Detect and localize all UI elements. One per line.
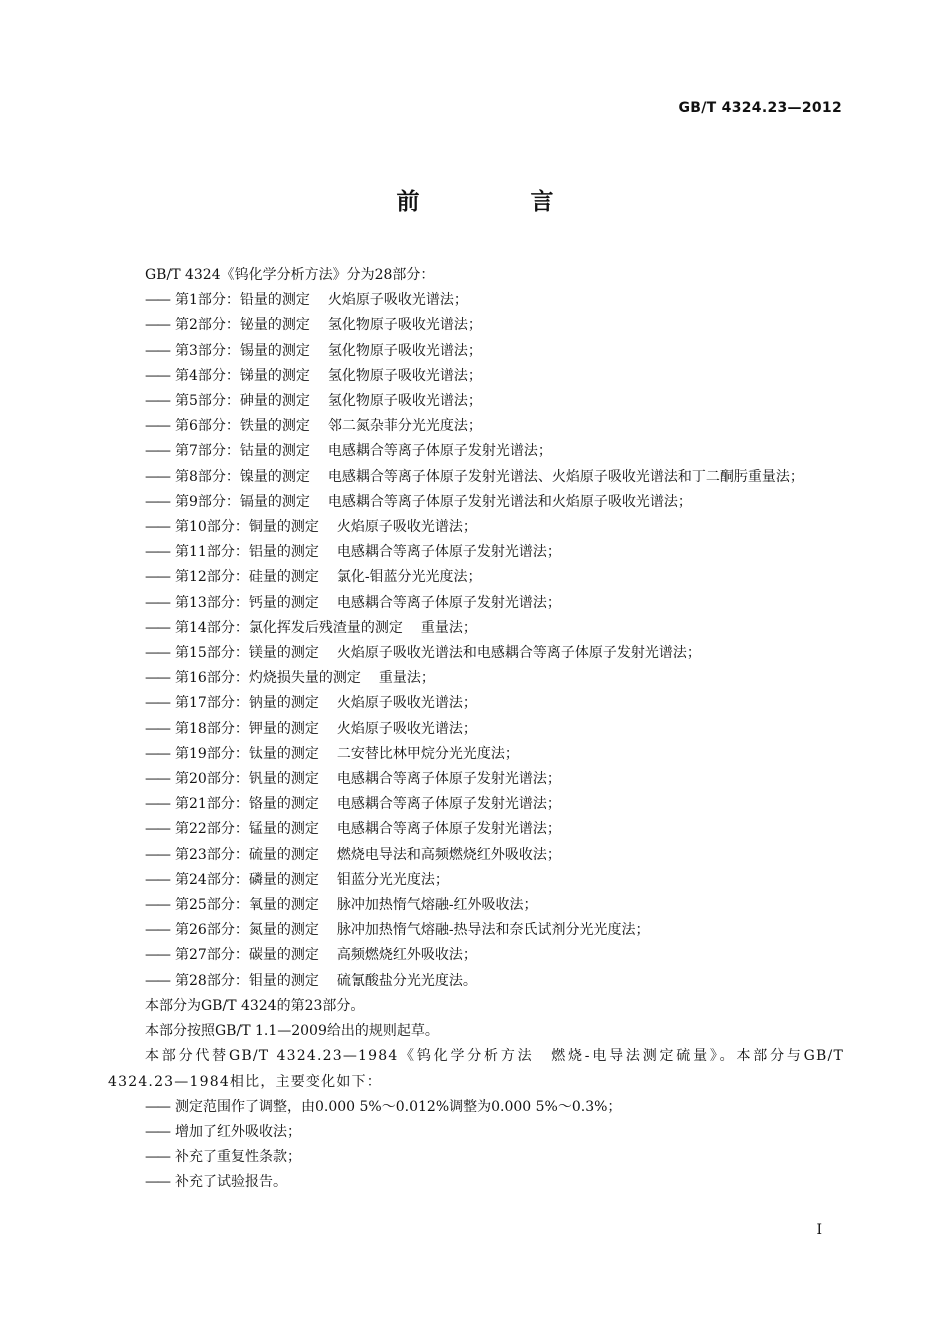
dash-marker: —— (145, 418, 169, 435)
dash-marker: —— (145, 821, 169, 838)
part-method: 氢化物原子吸收光谱法； (327, 342, 482, 359)
change-text: 补充了重复性条款； (175, 1149, 301, 1166)
part-method: 重量法； (420, 619, 477, 636)
list-item (108, 641, 844, 666)
part-title: 第21部分：铬量的测定 (175, 796, 319, 813)
intro-paragraph: GB/T 4324《钨化学分析方法》分为28部分： (145, 267, 435, 283)
part-method: 电感耦合等离子体原子发射光谱法、火焰原子吸收光谱法和丁二酮肟重量法； (327, 468, 804, 485)
parts-list (108, 288, 844, 994)
part-method: 火焰原子吸收光谱法； (336, 720, 477, 737)
part-method: 二安替比林甲烷分光光度法； (336, 745, 519, 762)
dash-marker: —— (145, 922, 169, 939)
dash-marker: —— (145, 745, 169, 762)
part-title: 第14部分：氯化挥发后残渣量的测定 (175, 619, 403, 636)
dash-marker: —— (145, 897, 169, 914)
dash-marker: —— (145, 468, 169, 485)
dash-marker: —— (145, 695, 169, 712)
list-item (108, 717, 844, 742)
list-item (108, 1095, 844, 1120)
list-item (108, 414, 844, 439)
dash-marker: —— (145, 720, 169, 737)
dash-marker: —— (145, 292, 169, 309)
list-item (108, 742, 844, 767)
part-title: 第4部分：锑量的测定 (175, 367, 310, 384)
page-title: 前 言 (396, 189, 598, 215)
part-title: 第7部分：钴量的测定 (175, 443, 310, 460)
change-text: 测定范围作了调整，由0.000 5%～0.012%调整为0.000 5%～0.3%； (175, 1098, 622, 1115)
dash-marker: —— (145, 544, 169, 561)
dash-marker: —— (145, 519, 169, 536)
list-item (108, 1170, 844, 1195)
dash-marker: —— (145, 771, 169, 788)
list-item (108, 943, 844, 968)
dash-marker: —— (145, 569, 169, 586)
dash-marker: —— (145, 1123, 169, 1140)
list-item (108, 540, 844, 565)
part-method: 火焰原子吸收光谱法； (336, 519, 477, 536)
change-text: 增加了红外吸收法； (175, 1123, 301, 1140)
part-method: 重量法； (378, 670, 435, 687)
part-title: 第24部分：磷量的测定 (175, 871, 319, 888)
list-item (108, 439, 844, 464)
list-item (108, 616, 844, 641)
part-method: 火焰原子吸收光谱法； (327, 292, 468, 309)
dash-marker: —— (145, 846, 169, 863)
part-method: 脉冲加热惰气熔融-热导法和奈氏试剂分光光度法； (336, 922, 650, 939)
dash-marker: —— (145, 317, 169, 334)
part-method: 钼蓝分光光度法； (336, 871, 449, 888)
list-item (108, 969, 844, 994)
part-title: 第10部分：铜量的测定 (175, 519, 319, 536)
part-method: 电感耦合等离子体原子发射光谱法； (336, 796, 561, 813)
part-method: 电感耦合等离子体原子发射光谱法； (336, 594, 561, 611)
part-title: 第1部分：铅量的测定 (175, 292, 310, 309)
part-title: 第22部分：锰量的测定 (175, 821, 319, 838)
foreword-body (108, 263, 844, 1196)
part-title: 第18部分：钾量的测定 (175, 720, 319, 737)
dash-marker: —— (145, 670, 169, 687)
list-item (108, 817, 844, 842)
dash-marker: —— (145, 645, 169, 662)
part-title: 第15部分：镁量的测定 (175, 645, 319, 662)
list-item (108, 691, 844, 716)
part-title: 第8部分：镍量的测定 (175, 468, 310, 485)
part-method: 氯化-钼蓝分光光度法； (336, 569, 482, 586)
dash-marker: —— (145, 493, 169, 510)
part-method: 燃烧电导法和高频燃烧红外吸收法； (336, 846, 561, 863)
part-method: 电感耦合等离子体原子发射光谱法； (336, 544, 561, 561)
part-title: 第5部分：砷量的测定 (175, 393, 310, 410)
changes-list (108, 1095, 844, 1196)
dash-marker: —— (145, 972, 169, 989)
part-title: 第16部分：灼烧损失量的测定 (175, 670, 361, 687)
list-item (108, 893, 844, 918)
statement-part: 本部分为GB/T 4324的第23部分。 (145, 997, 365, 1014)
list-item (108, 767, 844, 792)
part-method: 电感耦合等离子体原子发射光谱法； (336, 771, 561, 788)
standard-number: GB/T 4324.23—2012 (678, 100, 842, 116)
part-method: 邻二氮杂菲分光光度法； (327, 418, 482, 435)
part-method: 氢化物原子吸收光谱法； (327, 317, 482, 334)
list-item (108, 515, 844, 540)
list-item (108, 389, 844, 414)
dash-marker: —— (145, 1174, 169, 1191)
dash-marker: —— (145, 796, 169, 813)
part-title: 第23部分：硫量的测定 (175, 846, 319, 863)
part-method: 硫氰酸盐分光光度法。 (336, 972, 477, 989)
part-method: 火焰原子吸收光谱法； (336, 695, 477, 712)
part-method: 电感耦合等离子体原子发射光谱法和火焰原子吸收光谱法； (327, 493, 692, 510)
list-item (108, 288, 844, 313)
part-title: 第6部分：铁量的测定 (175, 418, 310, 435)
part-title: 第9部分：镉量的测定 (175, 493, 310, 510)
list-item (108, 565, 844, 590)
part-title: 第25部分：氧量的测定 (175, 897, 319, 914)
part-method: 脉冲加热惰气熔融-红外吸收法； (336, 897, 538, 914)
part-method: 高频燃烧红外吸收法； (336, 947, 477, 964)
part-method: 火焰原子吸收光谱法和电感耦合等离子体原子发射光谱法； (336, 645, 701, 662)
list-item (108, 490, 844, 515)
statement-rules: 本部分按照GB/T 1.1—2009给出的规则起草。 (145, 1023, 439, 1040)
dash-marker: —— (145, 1149, 169, 1166)
list-item (108, 1120, 844, 1145)
page-number: I (816, 1222, 822, 1238)
part-method: 氢化物原子吸收光谱法； (327, 393, 482, 410)
part-title: 第20部分：钒量的测定 (175, 771, 319, 788)
part-title: 第3部分：锡量的测定 (175, 342, 310, 359)
dash-marker: —— (145, 342, 169, 359)
part-title: 第26部分：氮量的测定 (175, 922, 319, 939)
dash-marker: —— (145, 594, 169, 611)
list-item (108, 868, 844, 893)
part-title: 第28部分：钼量的测定 (175, 972, 319, 989)
change-text: 补充了试验报告。 (175, 1174, 287, 1191)
part-method: 电感耦合等离子体原子发射光谱法； (327, 443, 552, 460)
dash-marker: —— (145, 367, 169, 384)
part-title: 第27部分：碳量的测定 (175, 947, 319, 964)
list-item (108, 339, 844, 364)
dash-marker: —— (145, 619, 169, 636)
part-title: 第2部分：铋量的测定 (175, 317, 310, 334)
list-item (108, 666, 844, 691)
list-item (108, 1145, 844, 1170)
list-item (108, 465, 844, 490)
dash-marker: —— (145, 443, 169, 460)
dash-marker: —— (145, 947, 169, 964)
list-item (108, 313, 844, 338)
statement-replaces: 本部分代替GB/T 4324.23—1984《钨化学分析方法 燃烧-电导法测定硫量》。本部分与GB/T 4324.23—1984相比，主要变化如下： (108, 1048, 844, 1090)
part-title: 第17部分：钠量的测定 (175, 695, 319, 712)
part-title: 第19部分：钛量的测定 (175, 745, 319, 762)
dash-marker: —— (145, 393, 169, 410)
list-item (108, 364, 844, 389)
part-method: 电感耦合等离子体原子发射光谱法； (336, 821, 561, 838)
part-title: 第13部分：钙量的测定 (175, 594, 319, 611)
dash-marker: —— (145, 871, 169, 888)
list-item (108, 792, 844, 817)
list-item (108, 918, 844, 943)
part-title: 第12部分：硅量的测定 (175, 569, 319, 586)
dash-marker: —— (145, 1098, 169, 1115)
list-item (108, 591, 844, 616)
list-item (108, 843, 844, 868)
part-method: 氢化物原子吸收光谱法； (327, 367, 482, 384)
part-title: 第11部分：铝量的测定 (175, 544, 319, 561)
